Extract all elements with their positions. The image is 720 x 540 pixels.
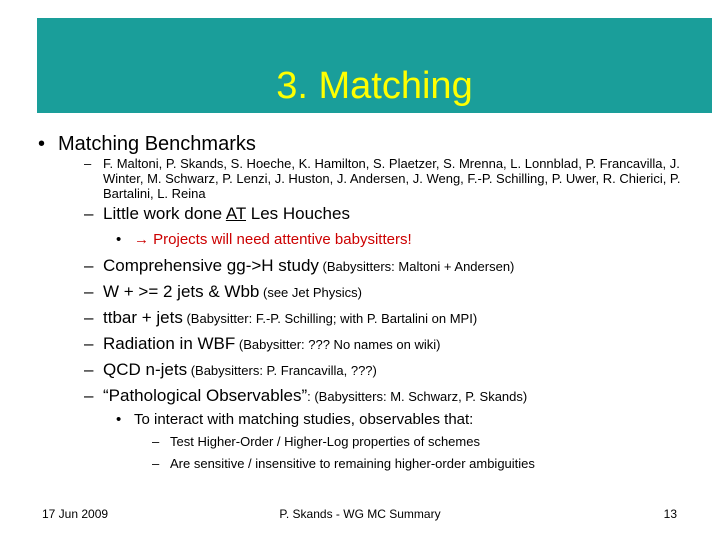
dash-marker: – xyxy=(152,456,160,471)
little-work-at: AT xyxy=(225,204,247,223)
item-line xyxy=(103,334,440,354)
item-main: QCD n-jets xyxy=(103,360,188,379)
bullet-marker: • xyxy=(38,133,46,155)
projects-note: → Projects will need attentive babysitters! xyxy=(134,231,412,248)
item-main: W + >= 2 jets & Wbb xyxy=(103,282,260,301)
footer-center: P. Skands - WG MC Summary xyxy=(279,507,441,521)
item-main: ttbar + jets xyxy=(103,308,183,327)
item-note: (Babysitter: F.-P. Schilling; with P. Bartalini on MPI) xyxy=(182,311,478,326)
item-line xyxy=(103,282,362,302)
dash-marker: – xyxy=(84,204,94,223)
item-note: (see Jet Physics) xyxy=(259,285,362,300)
dash-marker: – xyxy=(84,360,94,379)
item-line xyxy=(103,386,527,406)
dash-marker: – xyxy=(84,256,94,275)
authors-line: Bartalini, L. Reina xyxy=(103,186,206,201)
item-note: (Babysitters: P. Francavilla, ???) xyxy=(187,363,377,378)
sub-line: Test Higher-Order / Higher-Log properties of schemes xyxy=(170,434,480,449)
dash-marker: – xyxy=(84,334,94,353)
dash-marker: – xyxy=(84,282,94,301)
little-work-pre: Little work done xyxy=(103,204,226,223)
footer-date: 17 Jun 2009 xyxy=(42,507,109,521)
dash-marker: – xyxy=(84,386,94,405)
item-line xyxy=(103,308,477,328)
item-line xyxy=(103,360,377,380)
matching-benchmarks-heading: Matching Benchmarks xyxy=(58,133,256,155)
authors-line: F. Maltoni, P. Skands, S. Hoeche, K. Hamilton, S. Plaetzer, S. Mrenna, L. Lonnblad, P. Francavilla, J. xyxy=(103,156,680,171)
dash-marker: – xyxy=(84,308,94,327)
item-note: : (Babysitters: M. Schwarz, P. Skands) xyxy=(307,389,528,404)
title-bar xyxy=(37,18,712,113)
bullet-marker: • xyxy=(116,411,122,428)
little-work-post: Les Houches xyxy=(246,204,350,223)
slide-title: 3. Matching xyxy=(276,65,473,107)
page-number: 13 xyxy=(663,507,677,521)
item-main: Radiation in WBF xyxy=(103,334,236,353)
item-main: “Pathological Observables” xyxy=(103,386,308,405)
item-note: (Babysitter: ??? No names on wiki) xyxy=(235,337,441,352)
item-main: Comprehensive gg->H study xyxy=(103,256,319,275)
dash-marker: – xyxy=(84,156,92,171)
authors-line: Winter, M. Schwarz, P. Lenzi, J. Huston, J. Andersen, J. Weng, F.-P. Schilling, P. Uwer, R. Chierici, P. xyxy=(103,171,681,186)
interact-line: To interact with matching studies, observables that: xyxy=(134,411,474,428)
little-work-line xyxy=(103,204,350,224)
item-note: (Babysitters: Maltoni + Andersen) xyxy=(318,259,515,274)
bullet-marker: • xyxy=(116,231,122,248)
dash-marker: – xyxy=(152,434,160,449)
item-line xyxy=(103,256,514,276)
sub-line: Are sensitive / insensitive to remaining higher-order ambiguities xyxy=(170,456,535,471)
